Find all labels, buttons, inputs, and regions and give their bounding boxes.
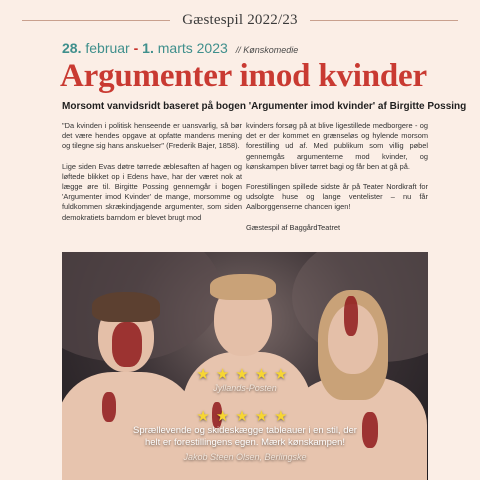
star-rating: ★★★★★ xyxy=(196,366,294,383)
review-quote-line: helt er forestillingens egen. Mærk kønskampen! xyxy=(144,437,346,448)
paragraph: "Da kvinden i politisk henseende er uansvarlig, så bør det være hendes opgave at opfatte mandens mening og tilegne sig hans anskuelser" (Frederik Bajer, 1858). xyxy=(62,121,242,151)
paragraph: Lige siden Evas døtre tørrede æblesaften af hagen og løftede blikket op i Edens have, har der været nok at lægge øre til. Birgitte Possing gennemgår i bogen 'Argumenter imod Kvinder' de mange, morsomme og fuldkommen skrækindjagende argumenter, som siden demokratiets barndom er blevet brugt mod xyxy=(62,161,242,222)
dateline xyxy=(62,40,298,56)
review-source: Jyllands-Posten xyxy=(213,383,277,393)
paragraph: Gæstespil af BaggårdTeatret xyxy=(246,222,341,232)
review-quote-line: Sprællevende og skideskæggе tableauer i en stil, der xyxy=(133,425,357,436)
review-1 xyxy=(62,365,428,393)
start-date: 28. februar xyxy=(62,40,130,56)
header-title xyxy=(182,12,298,29)
header-rule-left xyxy=(22,20,170,21)
production-photo xyxy=(62,252,428,480)
review-2 xyxy=(62,407,428,462)
end-date: 1. marts 2023 xyxy=(142,40,228,56)
date-dash: - xyxy=(133,40,139,56)
paragraph: kvinders forsøg på at blive ligestillede medborgere - og det er der kommet en grænseløs og hylende morsom forestilling ud af. Med publikum som villig pøbel gennemgås argumenterne mod kvinder, og kønskampen bliver tørret bagi og får ben at gå på. xyxy=(246,121,428,171)
header-rule-right xyxy=(310,20,458,21)
star-rating: ★★★★★ xyxy=(196,408,294,425)
text-column-left xyxy=(62,121,242,233)
genre-label: // Kønskomedie xyxy=(235,45,299,55)
page-title: Argumenter imod kvinder xyxy=(60,58,427,94)
header-label: Gæstespil xyxy=(182,11,244,28)
header-season: 2022/23 xyxy=(247,11,298,28)
paragraph: Forestillingen spillede sidste år på Teater Nordkraft for udsolgte huse og lange ventelister – nu får Aalborggenserne chancen igen! xyxy=(246,182,428,212)
season-header xyxy=(0,10,480,30)
subtitle: Morsomt vanvidsridt baseret på bogen 'Argumenter imod kvinder' af Birgitte Possing xyxy=(62,101,467,112)
text-column-right xyxy=(246,121,428,243)
review-source: Jakob Steen Olsen, Berlingske xyxy=(183,452,307,462)
